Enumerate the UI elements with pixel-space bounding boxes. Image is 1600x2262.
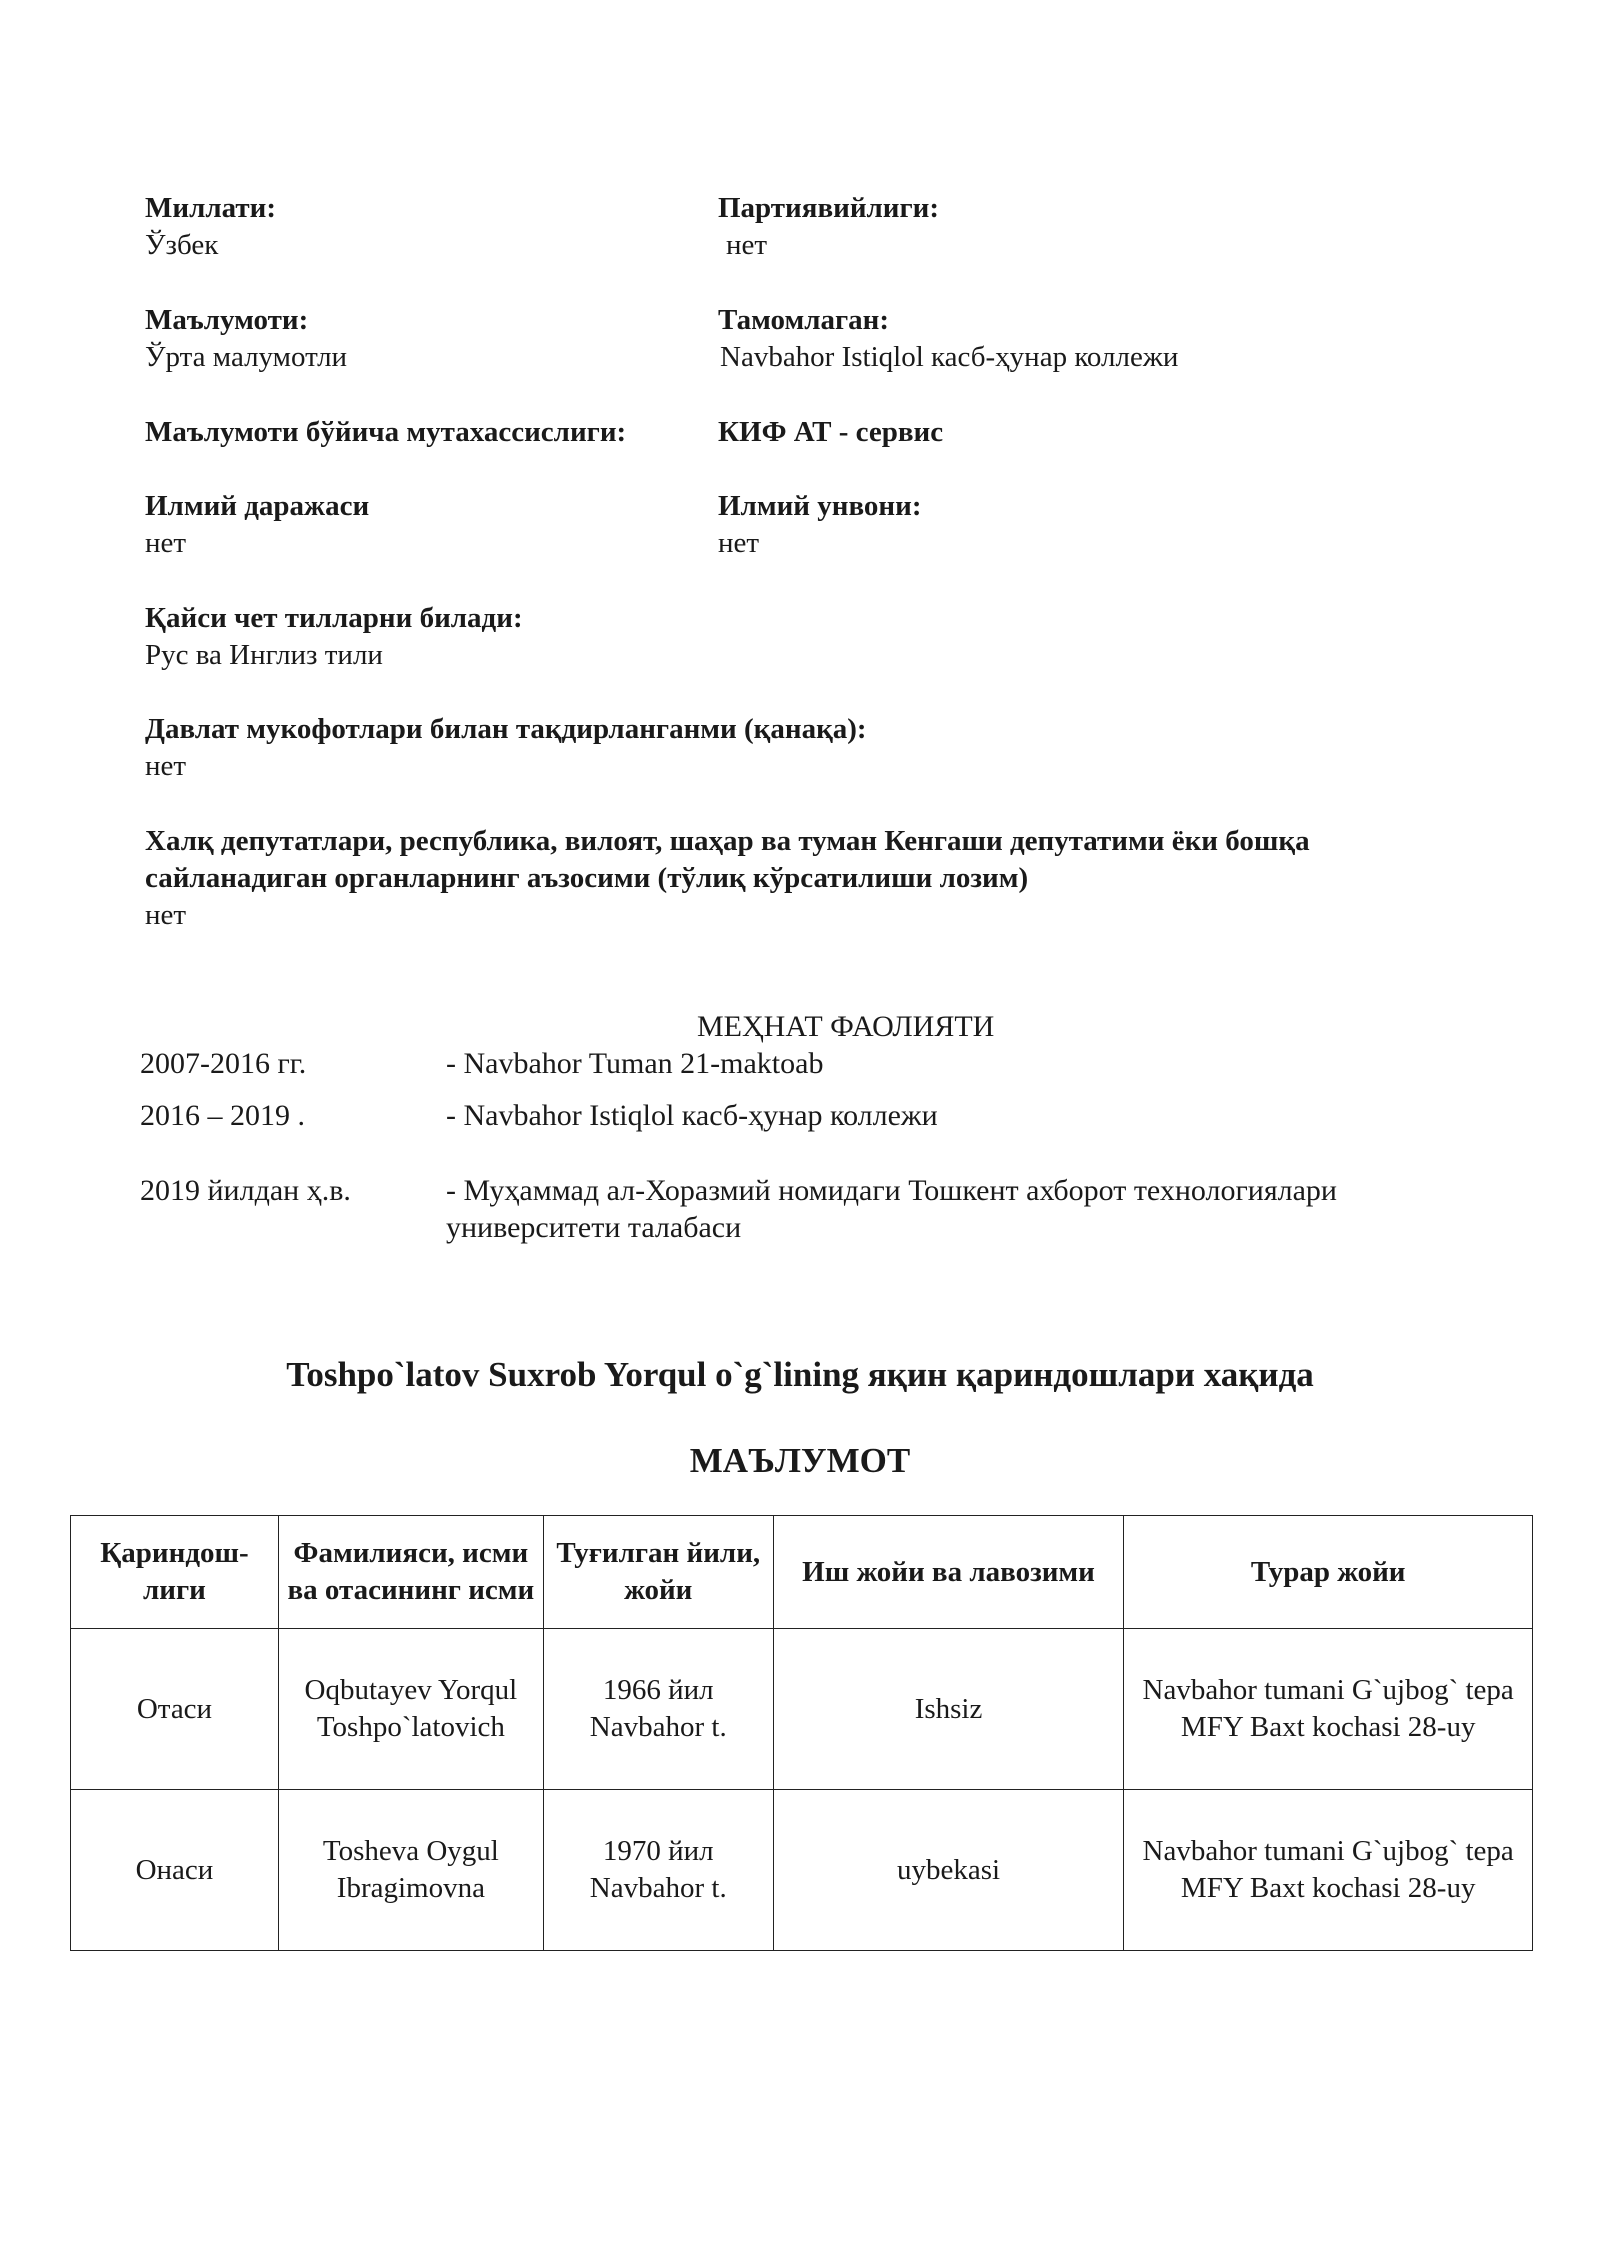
cell-residence: Navbahor tumani G`ujbog` tepa MFY Baxt kochasi 28-uy (1124, 1790, 1533, 1951)
languages-label: Қайси чет тилларни билади: (145, 602, 523, 634)
work-period: 2016 – 2019 . (140, 1099, 305, 1132)
table-row (71, 1790, 1533, 1951)
cell-relation: Онаси (71, 1790, 279, 1951)
degree-label: Илмий даражаси (145, 490, 370, 522)
graduated-label: Тамомлаган: (718, 304, 889, 336)
cell-fullname: Oqbutayev Yorqul Toshpo`latovich (278, 1629, 543, 1790)
work-description: - Муҳаммад ал-Хоразмий номидаги Тошкент ахборот технологиялари университети талабаси (446, 1174, 1337, 1244)
party-label: Партиявийлиги: (718, 192, 940, 224)
relatives-subheading: МАЪЛУМОТ (689, 1441, 911, 1480)
relatives-heading: Toshpo`latov Suxrob Yorqul o`g`lining яқин қариндошлари хақида (286, 1355, 1314, 1394)
cell-residence: Navbahor tumani G`ujbog` tepa MFY Baxt kochasi 28-uy (1124, 1629, 1533, 1790)
languages-value: Рус ва Инглиз тили (145, 639, 383, 671)
education-value: Ўрта малумотли (145, 341, 348, 373)
cell-workplace: uybekasi (773, 1790, 1124, 1951)
work-description: - Navbahor Istiqlol касб-ҳунар коллежи (446, 1099, 938, 1132)
degree-value: нет (145, 527, 187, 559)
cell-birth: 1970 йил Navbahor t. (543, 1790, 773, 1951)
table-row (71, 1629, 1533, 1790)
education-label: Маълумоти: (145, 304, 309, 336)
cell-birth: 1966 йил Navbahor t. (543, 1629, 773, 1790)
cell-workplace: Ishsiz (773, 1629, 1124, 1790)
table-header-row (71, 1516, 1533, 1629)
awards-value: нет (145, 750, 187, 782)
work-period: 2019 йилдан ҳ.в. (140, 1174, 351, 1207)
work-description: - Navbahor Tuman 21-maktoab (446, 1047, 824, 1080)
work-period: 2007-2016 гг. (140, 1047, 307, 1080)
awards-label: Давлат мукофотлари билан тақдирланганми (қанақа): (145, 713, 867, 745)
title-value: нет (718, 527, 760, 559)
graduated-value: Navbahor Istiqlol касб-ҳунар коллежи (720, 341, 1179, 373)
column-header-fullname: Фамилияси, исми ва отасининг исми (278, 1516, 543, 1629)
nationality-label: Миллати: (145, 192, 276, 224)
work-section-title: МЕҲНАТ ФАОЛИЯТИ (697, 1010, 995, 1043)
specialty-label: Маълумоти бўйича мутахассислиги: (145, 416, 627, 448)
nationality-value: Ўзбек (145, 229, 219, 261)
deputy-label: Халқ депутатлари, республика, вилоят, шаҳар ва туман Кенгаши депутатими ёки бошқа сайланадиган органларнинг аъзосими (тўлиқ кўрсатилиши лозим) (145, 825, 1310, 894)
column-header-residence: Турар жойи (1124, 1516, 1533, 1629)
column-header-relation: Қариндош-лиги (71, 1516, 279, 1629)
column-header-birth: Туғилган йили, жойи (543, 1516, 773, 1629)
relatives-table (70, 1515, 1533, 1951)
column-header-workplace: Иш жойи ва лавозими (773, 1516, 1124, 1629)
party-value: нет (726, 229, 768, 261)
cell-fullname: Tosheva Oygul Ibragimovna (278, 1790, 543, 1951)
deputy-value: нет (145, 899, 187, 931)
specialty-value: КИФ АТ - сервис (718, 416, 944, 448)
cell-relation: Отаси (71, 1629, 279, 1790)
title-label: Илмий унвони: (718, 490, 922, 522)
